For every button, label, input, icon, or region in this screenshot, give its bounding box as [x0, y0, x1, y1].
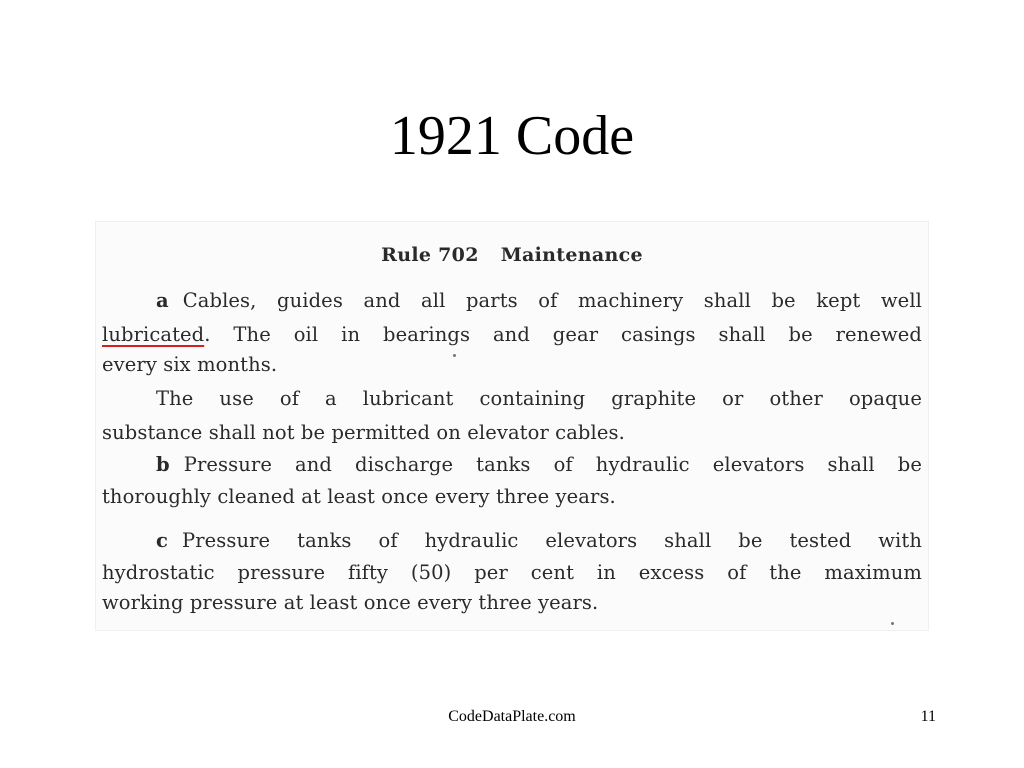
paragraph-b-line-2: thoroughly cleaned at least once every three years.	[102, 485, 616, 508]
slide-title: 1921 Code	[389, 105, 635, 167]
paragraph-a-letter: a	[156, 289, 169, 312]
paragraph-a-line-2	[102, 320, 922, 350]
paragraph-a-line-3: every six months.	[102, 353, 278, 376]
paragraph-c-text-1: Pressure tanks of hydraulic elevators shall be tested with	[181, 529, 922, 552]
paragraph-b-line-1	[156, 450, 922, 480]
paragraph-a-line-4: The use of a lubricant containing graphite or other opaque	[156, 387, 922, 410]
paragraph-b-letter: b	[156, 453, 170, 476]
paragraph-c-line-1	[156, 526, 922, 556]
footer-source: CodeDataPlate.com	[448, 708, 576, 725]
annotated-word-lubricated: lubricated	[102, 323, 205, 346]
scanned-code-excerpt	[96, 222, 928, 630]
paragraph-a-text-1: Cables, guides and all parts of machinery shall be kept well	[182, 289, 922, 312]
page-number: 11	[920, 708, 936, 725]
paragraph-a-line-5: substance shall not be permitted on elevator cables.	[102, 421, 625, 444]
scan-speck	[891, 622, 894, 625]
paragraph-c-line-3: working pressure at least once every three years.	[102, 591, 599, 614]
paragraph-b-text-1: Pressure and discharge tanks of hydraulic elevators shall be	[183, 453, 922, 476]
rule-number: Rule 702	[381, 244, 479, 266]
paragraph-a-text-2: . The oil in bearings and gear casings shall be renewed	[204, 323, 922, 346]
rule-title: Maintenance	[500, 244, 643, 266]
scan-speck	[453, 354, 456, 357]
paragraph-c-line-2: hydrostatic pressure fifty (50) per cent in excess of the maximum	[102, 561, 922, 584]
paragraph-a-line-1	[156, 286, 922, 316]
rule-heading	[96, 244, 928, 266]
paragraph-c-letter: c	[156, 529, 168, 552]
